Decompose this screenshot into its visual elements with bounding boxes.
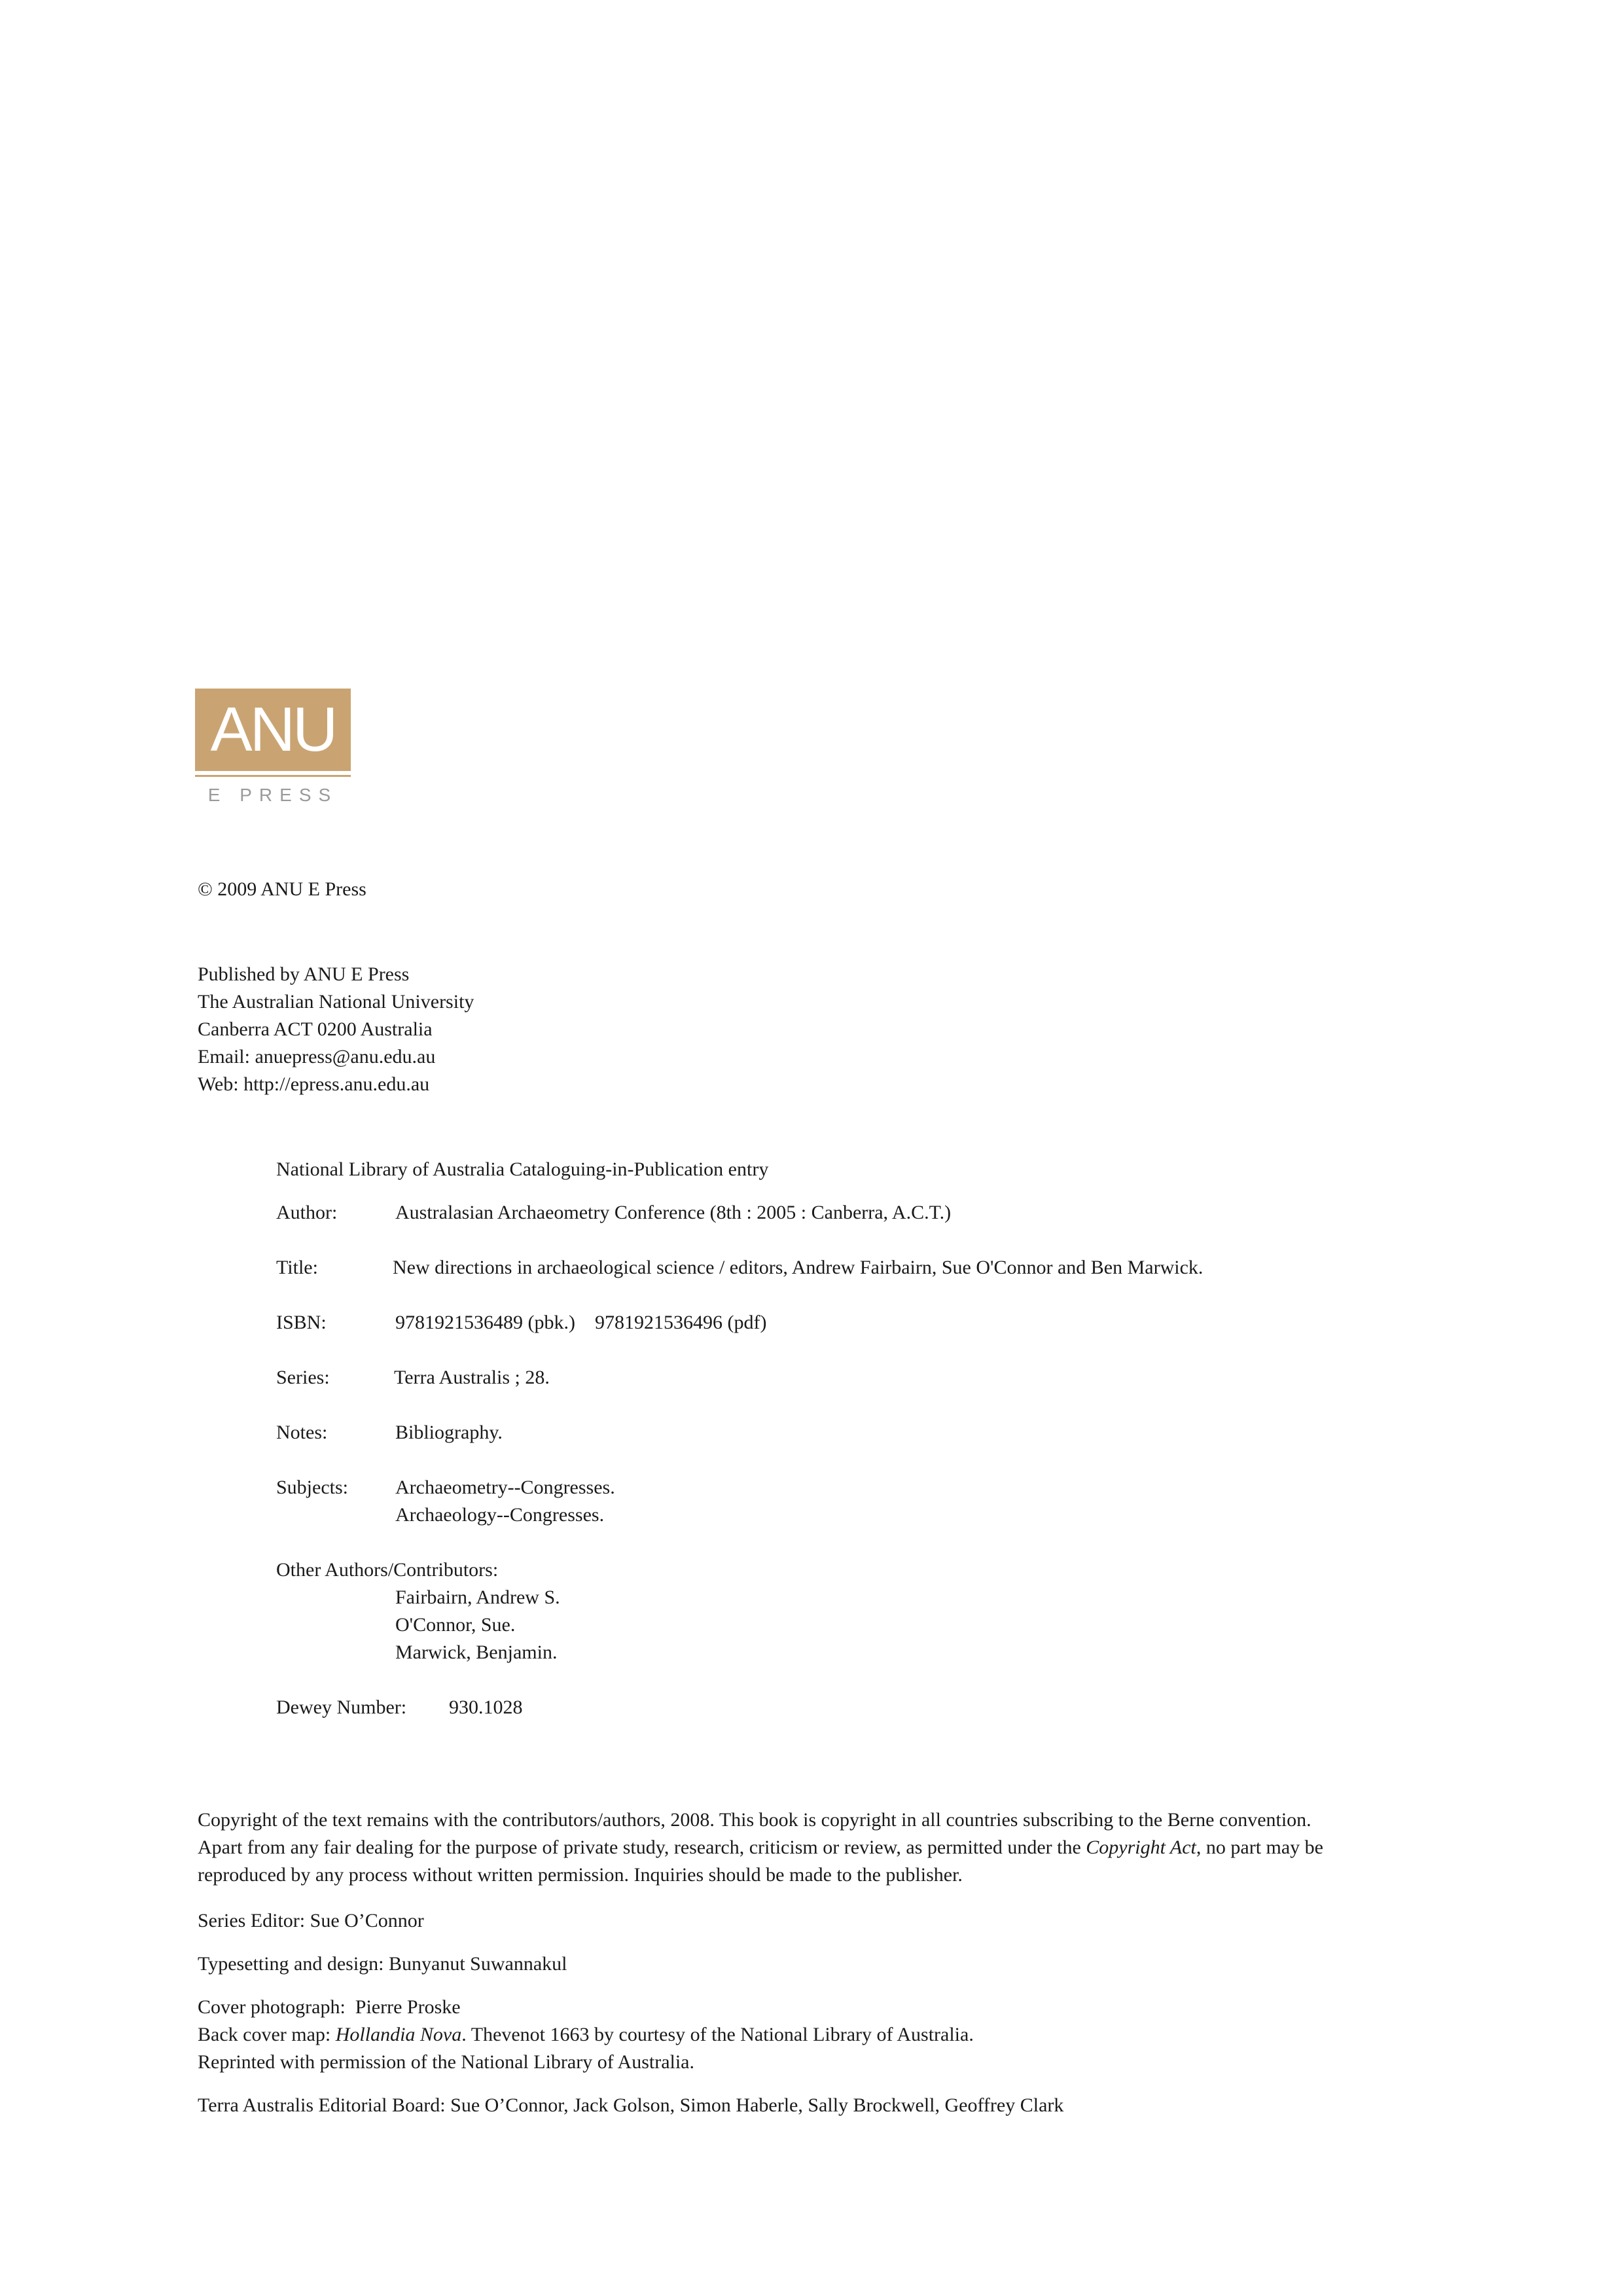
cover-photo-credit: Cover photograph: Pierre Proske <box>198 1996 461 2018</box>
logo-word: ANU <box>210 694 336 764</box>
cip-dewey-value: 930.1028 <box>449 1696 523 1718</box>
rights-text-line <box>198 1834 1323 1861</box>
back-cover-text-segment: . Thevenot 1663 by courtesy of the National Library of Australia. <box>461 2024 974 2045</box>
cip-contributor-item: Marwick, Benjamin. <box>395 1641 558 1663</box>
logo-divider <box>195 775 351 777</box>
reprint-permission: Reprinted with permission of the National Library of Australia. <box>198 2051 694 2073</box>
cip-author-value: Australasian Archaeometry Conference (8th : 2005 : Canberra, A.C.T.) <box>395 1202 952 1223</box>
publisher-university: The Australian National University <box>198 991 474 1013</box>
publisher-web: Web: http://epress.anu.edu.au <box>198 1073 430 1095</box>
logo-subtitle: E PRESS <box>207 785 338 805</box>
copyright-act-title: Copyright Act <box>1086 1837 1196 1858</box>
cip-series-label: Series: <box>276 1367 330 1388</box>
cip-notes-label: Notes: <box>276 1422 328 1443</box>
cip-dewey-label: Dewey Number: <box>276 1696 407 1718</box>
editorial-board: Terra Australis Editorial Board: Sue O’Connor, Jack Golson, Simon Haberle, Sally Brockwell, Geoffrey Clark <box>198 2094 1064 2116</box>
cip-contributor-item: Fairbairn, Andrew S. <box>395 1587 560 1608</box>
cip-subjects-label: Subjects: <box>276 1477 348 1498</box>
back-cover-text-segment: Back cover map: <box>198 2024 336 2045</box>
cip-isbn-value: 9781921536489 (pbk.) 9781921536496 (pdf) <box>395 1312 767 1333</box>
cip-author-label: Author: <box>276 1202 338 1223</box>
publisher-email: Email: anuepress@anu.edu.au <box>198 1046 436 1067</box>
publisher-line: Published by ANU E Press <box>198 963 410 985</box>
map-title: Hollandia Nova <box>335 2024 462 2045</box>
cip-isbn-label: ISBN: <box>276 1312 327 1333</box>
rights-text-segment: Apart from any fair dealing for the purpose of private study, research, criticism or review, as permitted under the <box>198 1837 1086 1858</box>
copyright-line: © 2009 ANU E Press <box>198 878 366 900</box>
publisher-address: Canberra ACT 0200 Australia <box>198 1018 433 1040</box>
cip-title-value: New directions in archaeological science / editors, Andrew Fairbairn, Sue O'Connor and Ben Marwick. <box>393 1257 1204 1278</box>
rights-text-line: Copyright of the text remains with the contributors/authors, 2008. This book is copyright in all countries subscribing to the Berne convention. <box>198 1809 1311 1831</box>
cip-heading: National Library of Australia Cataloguing-in-Publication entry <box>276 1158 769 1180</box>
cip-subject-item: Archaeometry--Congresses. <box>395 1477 615 1498</box>
rights-text-segment: , no part may be <box>1196 1837 1323 1858</box>
anu-logo <box>195 689 351 771</box>
cip-title-label: Title: <box>276 1257 318 1278</box>
cip-other-authors-label: Other Authors/Contributors: <box>276 1559 499 1581</box>
series-editor: Series Editor: Sue O’Connor <box>198 1910 424 1931</box>
rights-text-line: reproduced by any process without written permission. Inquiries should be made to the publisher. <box>198 1864 963 1886</box>
typesetting-credit: Typesetting and design: Bunyanut Suwannakul <box>198 1953 567 1975</box>
cip-notes-value: Bibliography. <box>395 1422 503 1443</box>
cip-subject-item: Archaeology--Congresses. <box>395 1504 605 1526</box>
back-cover-credit <box>198 2021 974 2049</box>
cip-contributor-item: O'Connor, Sue. <box>395 1614 516 1636</box>
cip-series-value: Terra Australis ; 28. <box>394 1367 550 1388</box>
